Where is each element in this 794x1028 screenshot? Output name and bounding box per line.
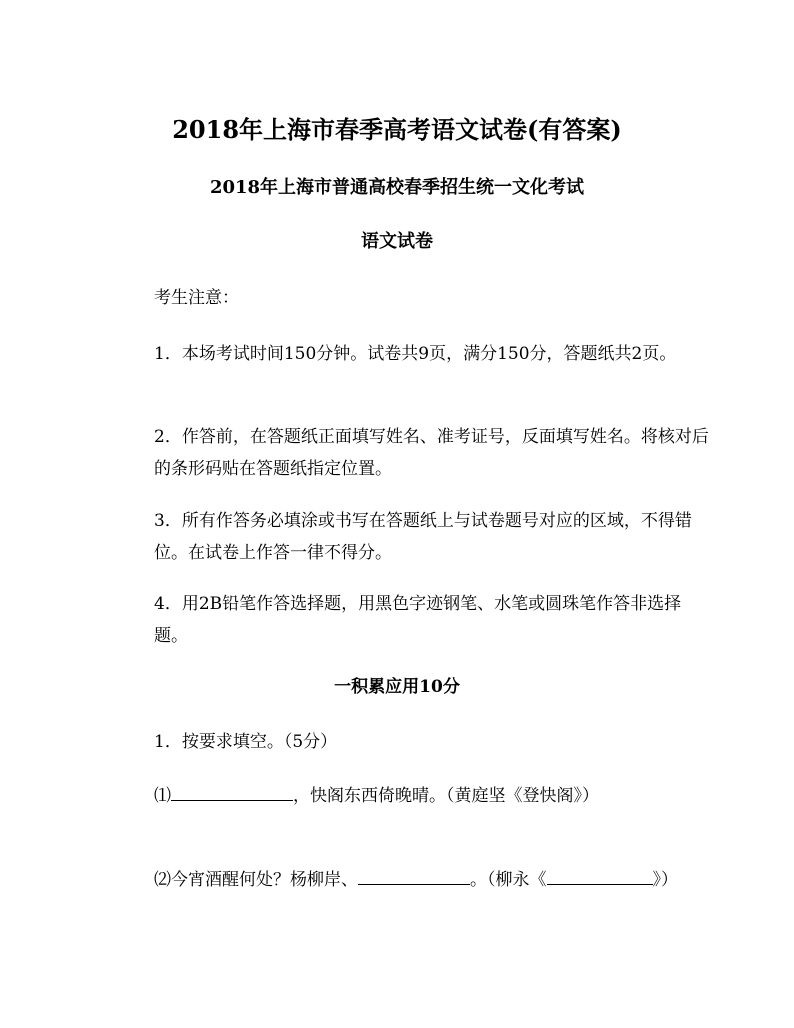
question-1-1: [118, 780, 712, 812]
question-1-2-mid: 。（柳永《: [470, 870, 547, 890]
notice-item-4: 4．用2B铅笔作答选择题，用黑色字迹钢笔、水笔或圆珠笔作答非选择题。: [154, 594, 682, 646]
section-heading: 一积累应用10分: [334, 677, 460, 697]
paper-name: 语文试卷: [361, 231, 433, 252]
notice-item-1: 1．本场考试时间150分钟。试卷共9页，满分150分，答题纸共2页。: [154, 344, 677, 364]
question-1-2-prefix: ⑵今宵酒醒何处？杨柳岸、: [154, 870, 358, 890]
answer-blank-2[interactable]: [358, 866, 470, 885]
notice-item-2: 2．作答前，在答题纸正面填写姓名、准考证号，反面填写姓名。将核对后的条形码贴在答题纸指定位置。: [154, 427, 709, 479]
notice-item-3: 3．所有作答务必填涂或书写在答题纸上与试卷题号对应的区域，不得错位。在试卷上作答一律不得分。: [154, 511, 692, 563]
exam-name: 2018年上海市普通高校春季招生统一文化考试: [209, 177, 585, 198]
document-title: 2018年上海市春季高考语文试卷(有答案): [172, 115, 622, 144]
question-1: 1．按要求填空。（5分）: [154, 732, 338, 752]
notice-heading: 考生注意：: [154, 288, 239, 308]
answer-blank-3[interactable]: [547, 866, 605, 885]
answer-blank-3-cont[interactable]: [605, 866, 653, 885]
answer-blank-1[interactable]: [171, 782, 293, 801]
question-1-1-rest: ，快阁东西倚晚晴。（黄庭坚《登快阁》）: [293, 786, 599, 806]
question-1-2: [118, 864, 712, 896]
question-1-1-prefix: ⑴: [154, 786, 171, 806]
question-1-2-end: 》）: [652, 870, 678, 890]
